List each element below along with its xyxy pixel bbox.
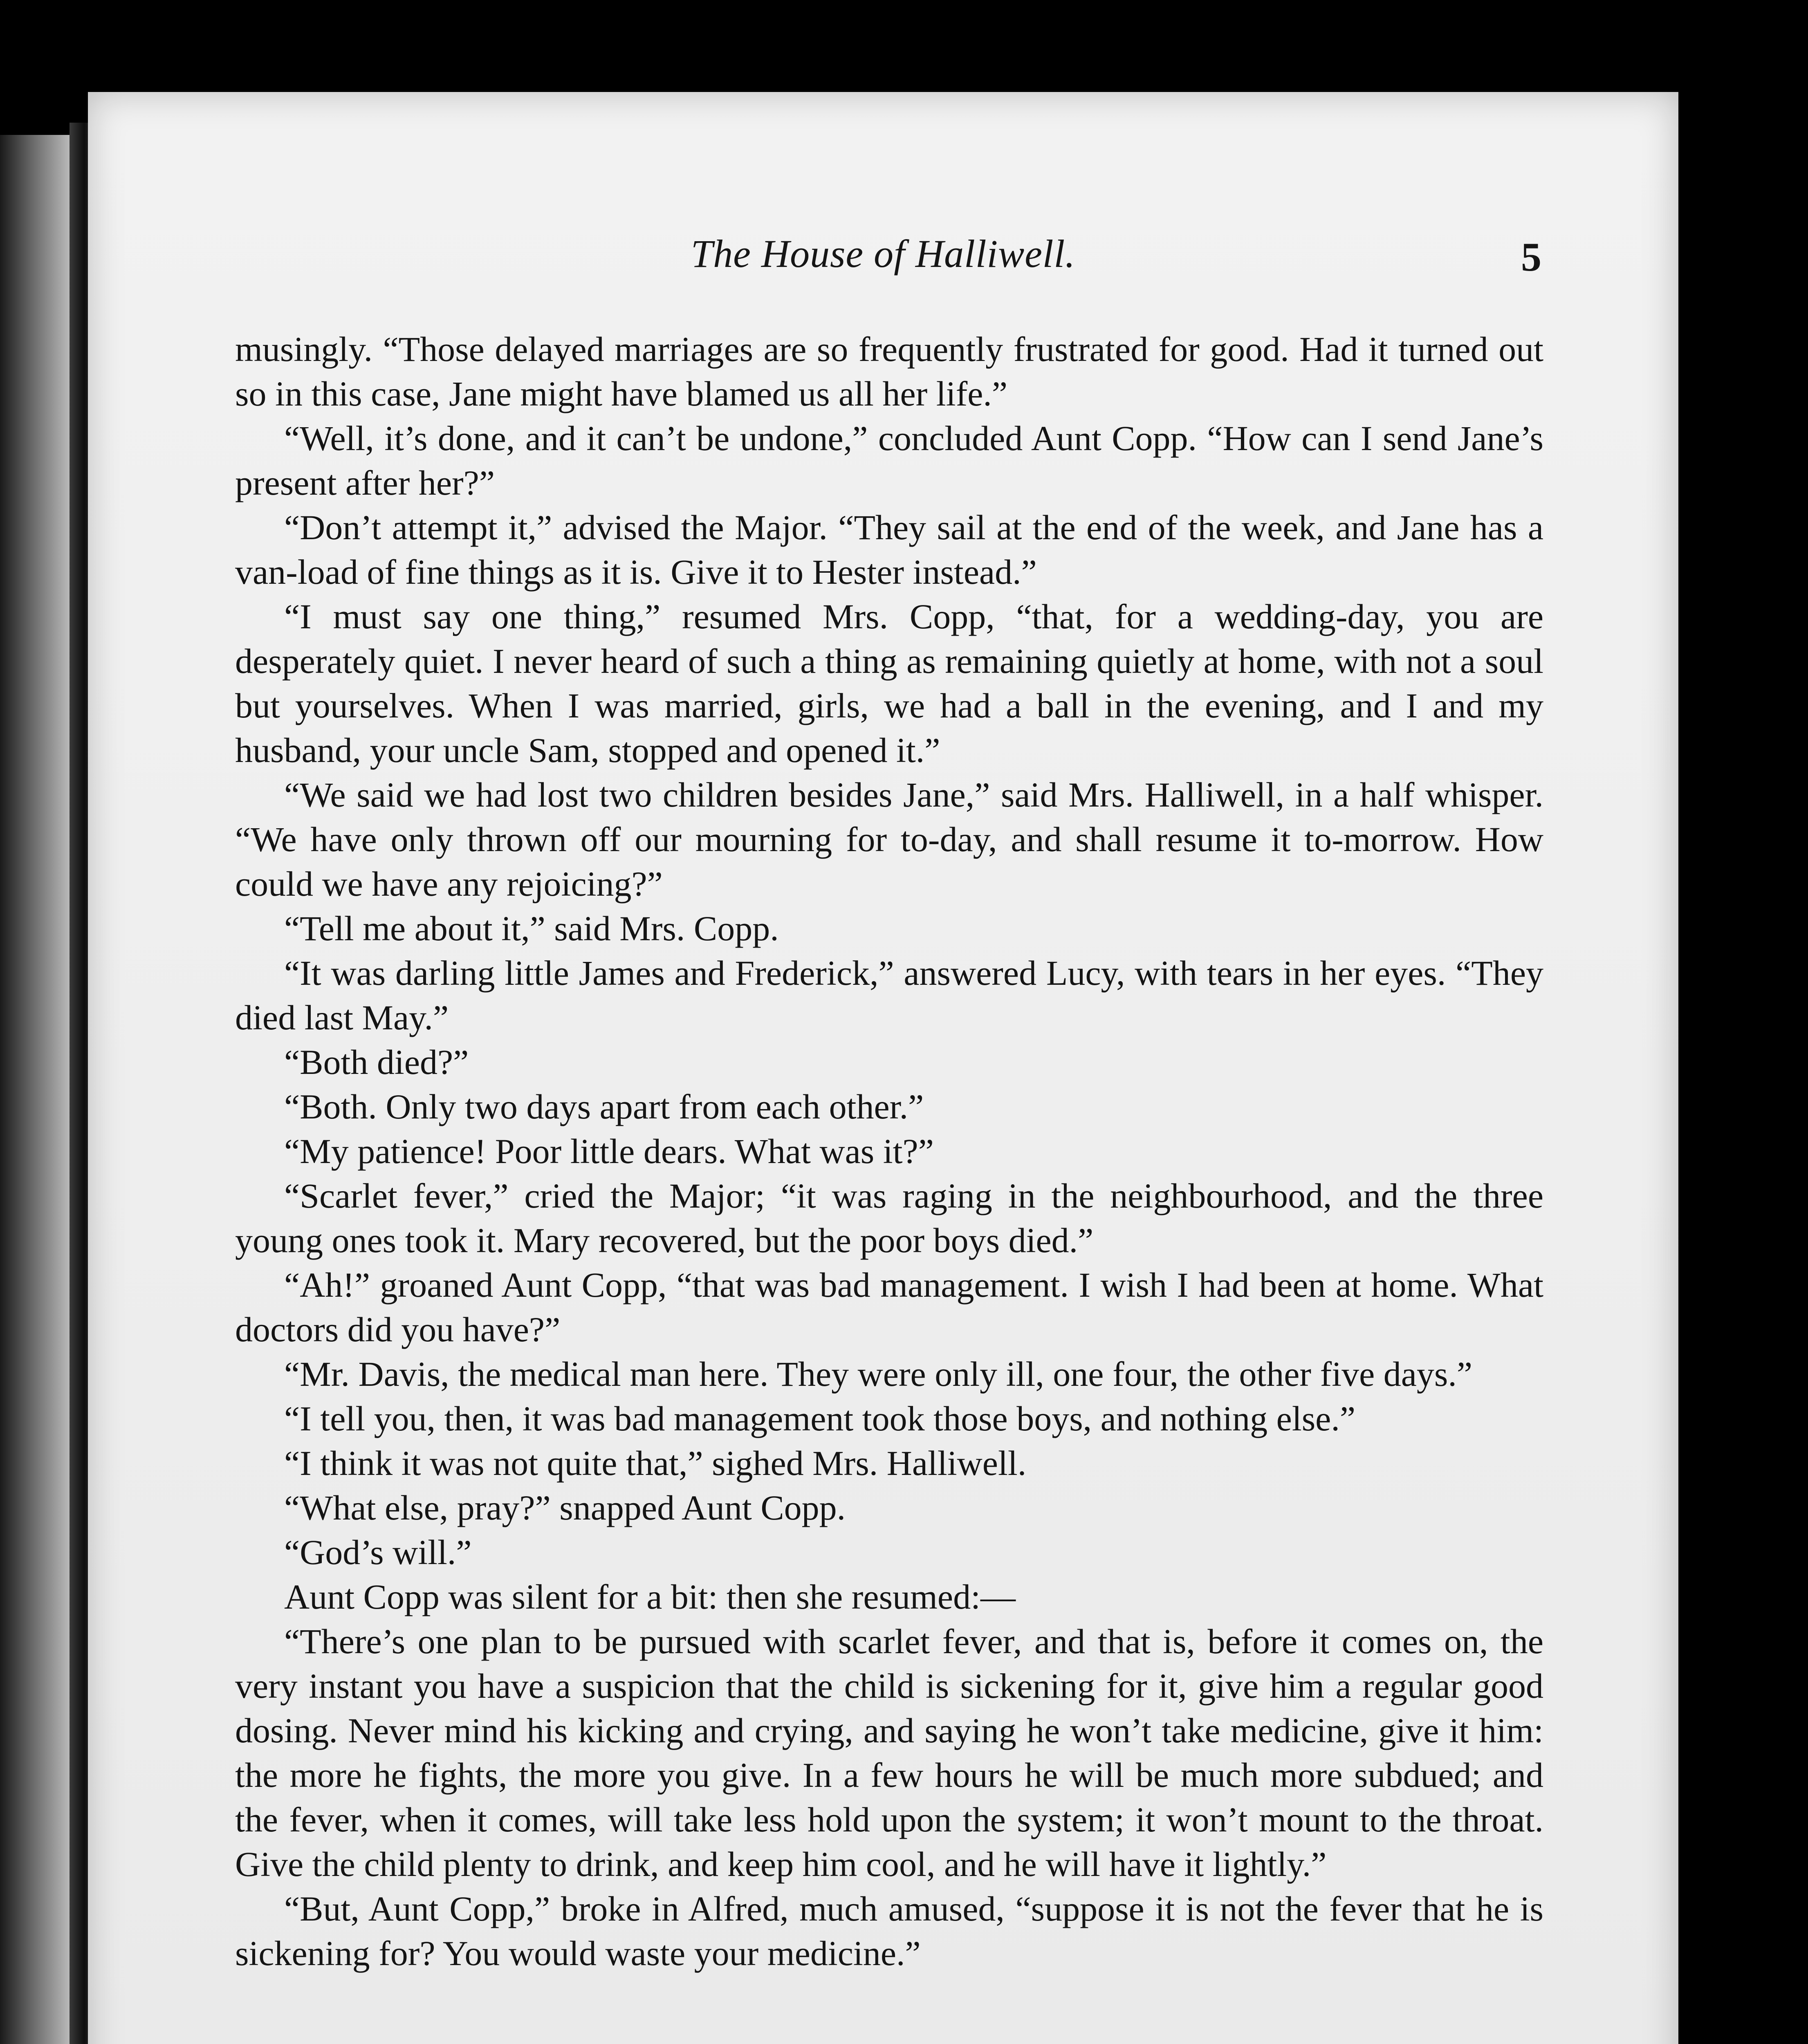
paragraph: “I tell you, then, it was bad management took those boys, and nothing else.” xyxy=(284,1399,1356,1438)
paragraph: “Both died?” xyxy=(284,1042,469,1082)
paragraph: Aunt Copp was silent for a bit: then she resumed:— xyxy=(284,1577,1016,1616)
paragraph: “Tell me about it,” said Mrs. Copp. xyxy=(284,909,779,948)
paragraph: “It was darling little James and Frederick,” answered Lucy, with tears in her eyes. “They died last May.” xyxy=(235,953,1543,1037)
running-title: The House of Halliwell. xyxy=(691,232,1076,276)
paragraph: “Ah!” groaned Aunt Copp, “that was bad management. I wish I had been at home. What doctors did you have?” xyxy=(235,1265,1543,1349)
page-header xyxy=(88,231,1678,288)
paragraph: “God’s will.” xyxy=(284,1533,472,1572)
paragraph: “Both. Only two days apart from each other.” xyxy=(284,1087,924,1126)
paragraph: musingly. “Those delayed marriages are so frequently frustrated for good. Had it turned out so in this case, Jane might have blamed us all her life.” xyxy=(235,329,1543,413)
body-text xyxy=(235,327,1543,1976)
book-page xyxy=(88,92,1678,2044)
paragraph: “I must say one thing,” resumed Mrs. Copp, “that, for a wedding-day, you are desperately quiet. I never heard of such a thing as remaining quietly at home, with not a soul but yourselves. When I was married, girls, we had a ball in the evening, and I and my husband, your uncle Sam, stopped and opened it.” xyxy=(235,597,1543,770)
paragraph: “What else, pray?” snapped Aunt Copp. xyxy=(284,1488,846,1527)
paragraph: “Don’t attempt it,” advised the Major. “They sail at the end of the week, and Jane has a van-load of fine things as it is. Give it to Hester instead.” xyxy=(235,508,1543,592)
paragraph: “Scarlet fever,” cried the Major; “it was raging in the neighbourhood, and the three young ones took it. Mary recovered, but the poor boys died.” xyxy=(235,1176,1543,1260)
paragraph: “I think it was not quite that,” sighed Mrs. Halliwell. xyxy=(284,1443,1027,1483)
page-number: 5 xyxy=(1521,234,1541,280)
paragraph: “Well, it’s done, and it can’t be undone,” concluded Aunt Copp. “How can I send Jane’s present after her?” xyxy=(235,419,1543,502)
paragraph: “My patience! Poor little dears. What was it?” xyxy=(284,1132,934,1171)
paragraph: “We said we had lost two children besides Jane,” said Mrs. Halliwell, in a half whisper. “We have only thrown off our mourning for to-day, and shall resume it to-morrow. How could we have any rejoicing?” xyxy=(235,775,1543,903)
paragraph: “Mr. Davis, the medical man here. They were only ill, one four, the other five days.” xyxy=(284,1354,1473,1394)
paragraph: “There’s one plan to be pursued with scarlet fever, and that is, before it comes on, the very instant you have a suspicion that the child is sickening for it, give him a regular good dosing. Never mind his kicking and crying, and saying he won’t take medicine, give it him: the more he fights, the more you give. In a few hours he will be much more subdued; and the fever, when it comes, will take less hold upon the system; it won’t mount to the throat. Give the child plenty to drink, and keep him cool, and he will have it lightly.” xyxy=(235,1622,1543,1884)
paragraph: “But, Aunt Copp,” broke in Alfred, much amused, “suppose it is not the fever that he is sickening for? You would waste your medicine.” xyxy=(235,1889,1543,1973)
